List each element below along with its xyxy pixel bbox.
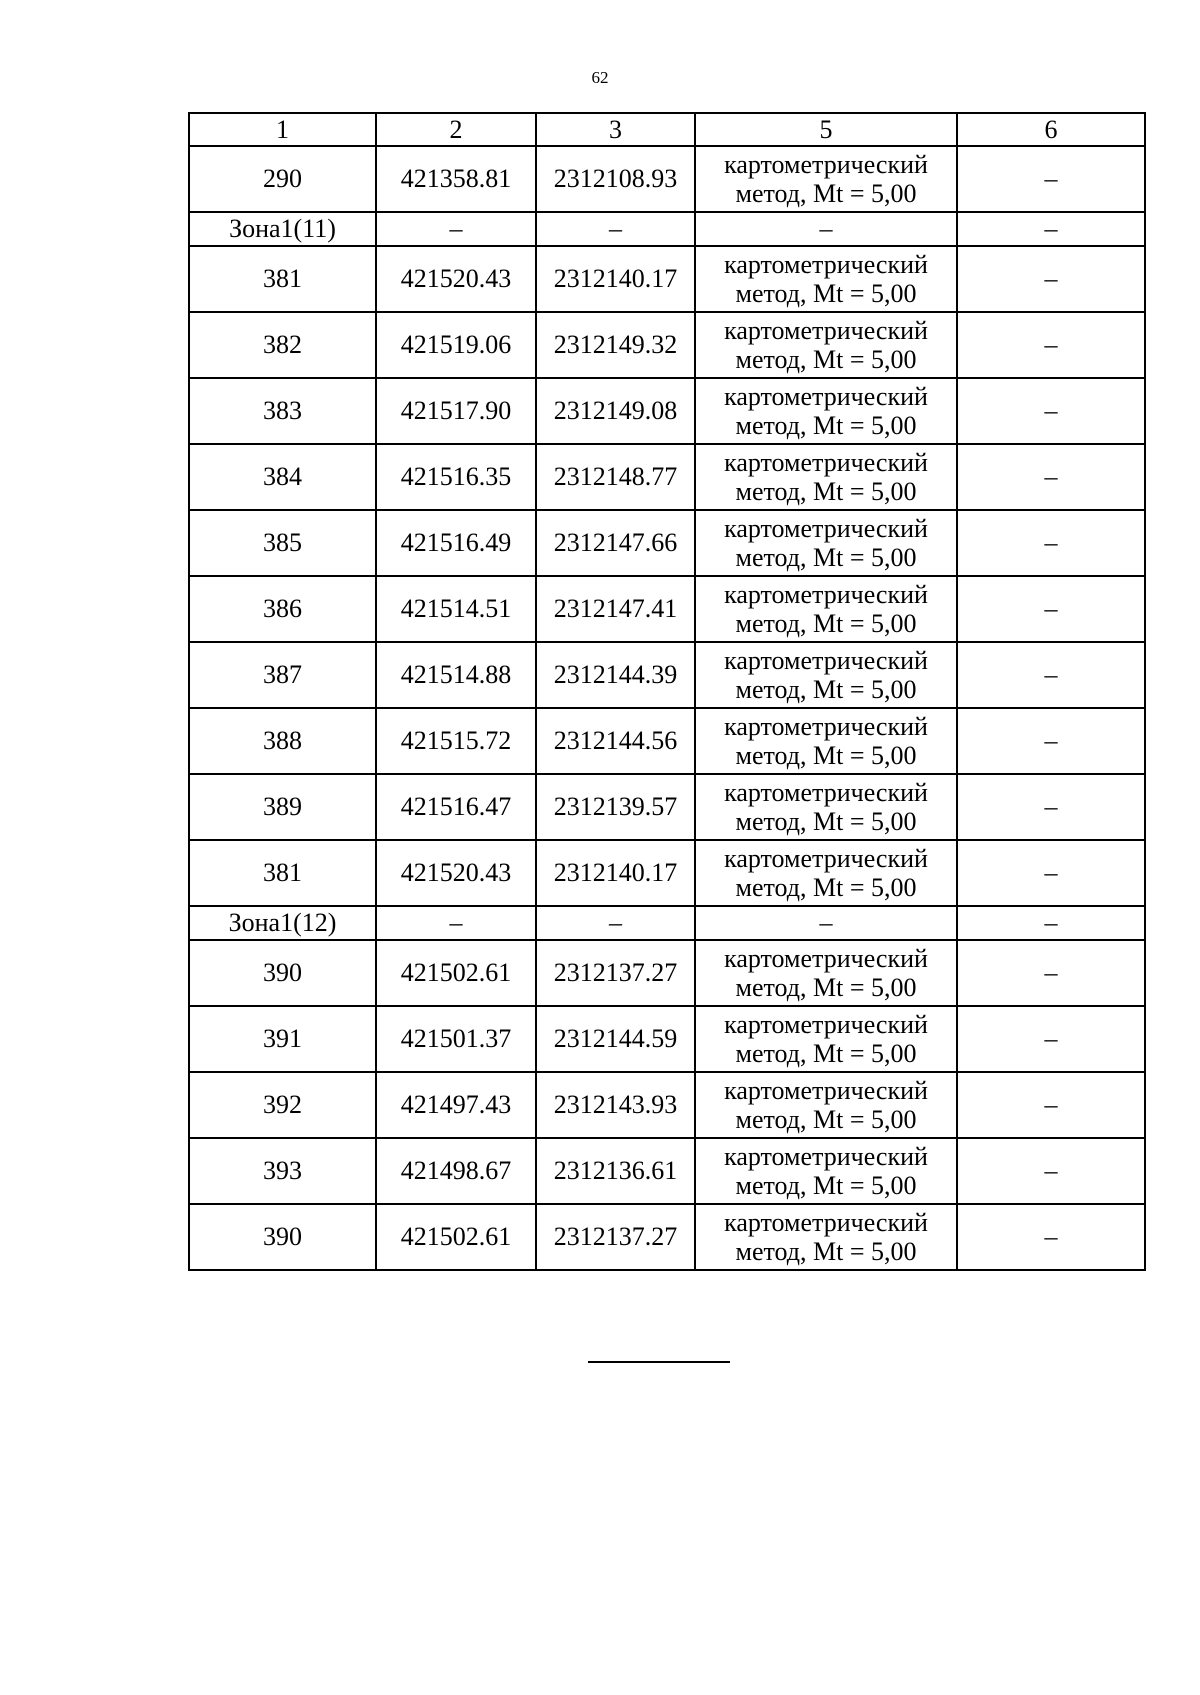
x-coordinate-cell: 421515.72 xyxy=(376,708,536,774)
x-coordinate-cell: 421501.37 xyxy=(376,1006,536,1072)
method-cell: картометрический метод, Mt = 5,00 xyxy=(695,774,957,840)
point-cell: 387 xyxy=(189,642,376,708)
point-cell: 389 xyxy=(189,774,376,840)
table-row xyxy=(189,312,1145,378)
column-header-6: 6 xyxy=(957,113,1145,146)
x-coordinate-cell: 421520.43 xyxy=(376,840,536,906)
x-coordinate-cell: 421498.67 xyxy=(376,1138,536,1204)
footer-divider xyxy=(588,1361,730,1363)
table-row xyxy=(189,378,1145,444)
y-coordinate-cell: 2312137.27 xyxy=(536,940,695,1006)
x-coordinate-cell: 421514.51 xyxy=(376,576,536,642)
table-row xyxy=(189,940,1145,1006)
method-cell: картометрический метод, Mt = 5,00 xyxy=(695,642,957,708)
note-cell: – xyxy=(957,510,1145,576)
method-cell: картометрический метод, Mt = 5,00 xyxy=(695,1204,957,1270)
method-cell: картометрический метод, Mt = 5,00 xyxy=(695,510,957,576)
note-cell: – xyxy=(957,312,1145,378)
x-coordinate-cell: – xyxy=(376,212,536,246)
y-coordinate-cell: 2312108.93 xyxy=(536,146,695,212)
y-coordinate-cell: 2312147.41 xyxy=(536,576,695,642)
note-cell: – xyxy=(957,642,1145,708)
y-coordinate-cell: 2312144.39 xyxy=(536,642,695,708)
table-row xyxy=(189,774,1145,840)
method-cell: картометрический метод, Mt = 5,00 xyxy=(695,1072,957,1138)
point-cell: 390 xyxy=(189,1204,376,1270)
column-header-2: 2 xyxy=(376,113,536,146)
method-cell: картометрический метод, Mt = 5,00 xyxy=(695,1138,957,1204)
point-cell: 393 xyxy=(189,1138,376,1204)
note-cell: – xyxy=(957,906,1145,940)
y-coordinate-cell: 2312143.93 xyxy=(536,1072,695,1138)
point-cell: 392 xyxy=(189,1072,376,1138)
note-cell: – xyxy=(957,1138,1145,1204)
y-coordinate-cell: 2312136.61 xyxy=(536,1138,695,1204)
table-row xyxy=(189,510,1145,576)
note-cell: – xyxy=(957,708,1145,774)
method-cell: картометрический метод, Mt = 5,00 xyxy=(695,1006,957,1072)
table-row xyxy=(189,576,1145,642)
y-coordinate-cell: 2312149.08 xyxy=(536,378,695,444)
note-cell: – xyxy=(957,444,1145,510)
point-cell: 290 xyxy=(189,146,376,212)
table-row xyxy=(189,146,1145,212)
x-coordinate-cell: 421519.06 xyxy=(376,312,536,378)
column-header-5: 5 xyxy=(695,113,957,146)
column-header-3: 3 xyxy=(536,113,695,146)
x-coordinate-cell: 421497.43 xyxy=(376,1072,536,1138)
table-row xyxy=(189,246,1145,312)
zone-row xyxy=(189,212,1145,246)
x-coordinate-cell: – xyxy=(376,906,536,940)
y-coordinate-cell: – xyxy=(536,212,695,246)
y-coordinate-cell: – xyxy=(536,906,695,940)
y-coordinate-cell: 2312140.17 xyxy=(536,246,695,312)
y-coordinate-cell: 2312148.77 xyxy=(536,444,695,510)
y-coordinate-cell: 2312139.57 xyxy=(536,774,695,840)
method-cell: картометрический метод, Mt = 5,00 xyxy=(695,312,957,378)
point-cell: Зона1(11) xyxy=(189,212,376,246)
column-header-1: 1 xyxy=(189,113,376,146)
note-cell: – xyxy=(957,940,1145,1006)
zone-row xyxy=(189,906,1145,940)
x-coordinate-cell: 421502.61 xyxy=(376,940,536,1006)
table-row xyxy=(189,840,1145,906)
x-coordinate-cell: 421502.61 xyxy=(376,1204,536,1270)
method-cell: картометрический метод, Mt = 5,00 xyxy=(695,940,957,1006)
table-row xyxy=(189,642,1145,708)
table-row xyxy=(189,1072,1145,1138)
note-cell: – xyxy=(957,774,1145,840)
method-cell: картометрический метод, Mt = 5,00 xyxy=(695,840,957,906)
x-coordinate-cell: 421358.81 xyxy=(376,146,536,212)
method-cell: картометрический метод, Mt = 5,00 xyxy=(695,576,957,642)
y-coordinate-cell: 2312144.59 xyxy=(536,1006,695,1072)
point-cell: 388 xyxy=(189,708,376,774)
note-cell: – xyxy=(957,378,1145,444)
x-coordinate-cell: 421517.90 xyxy=(376,378,536,444)
table-body xyxy=(189,113,1145,1270)
note-cell: – xyxy=(957,212,1145,246)
note-cell: – xyxy=(957,840,1145,906)
method-cell: картометрический метод, Mt = 5,00 xyxy=(695,146,957,212)
point-cell: 381 xyxy=(189,246,376,312)
method-cell: картометрический метод, Mt = 5,00 xyxy=(695,708,957,774)
point-cell: 382 xyxy=(189,312,376,378)
method-cell: картометрический метод, Mt = 5,00 xyxy=(695,246,957,312)
x-coordinate-cell: 421516.35 xyxy=(376,444,536,510)
note-cell: – xyxy=(957,146,1145,212)
y-coordinate-cell: 2312140.17 xyxy=(536,840,695,906)
table-row xyxy=(189,1138,1145,1204)
x-coordinate-cell: 421520.43 xyxy=(376,246,536,312)
x-coordinate-cell: 421516.47 xyxy=(376,774,536,840)
note-cell: – xyxy=(957,246,1145,312)
point-cell: 390 xyxy=(189,940,376,1006)
note-cell: – xyxy=(957,1072,1145,1138)
coordinates-table xyxy=(188,112,1146,1271)
point-cell: 384 xyxy=(189,444,376,510)
y-coordinate-cell: 2312137.27 xyxy=(536,1204,695,1270)
point-cell: 386 xyxy=(189,576,376,642)
y-coordinate-cell: 2312149.32 xyxy=(536,312,695,378)
page-number: 62 xyxy=(591,68,609,87)
point-cell: Зона1(12) xyxy=(189,906,376,940)
x-coordinate-cell: 421514.88 xyxy=(376,642,536,708)
method-cell: – xyxy=(695,906,957,940)
method-cell: картометрический метод, Mt = 5,00 xyxy=(695,378,957,444)
point-cell: 391 xyxy=(189,1006,376,1072)
method-cell: – xyxy=(695,212,957,246)
y-coordinate-cell: 2312144.56 xyxy=(536,708,695,774)
table-header-row xyxy=(189,113,1145,146)
table-row xyxy=(189,1204,1145,1270)
table-row xyxy=(189,444,1145,510)
point-cell: 381 xyxy=(189,840,376,906)
table-row xyxy=(189,708,1145,774)
table-row xyxy=(189,1006,1145,1072)
note-cell: – xyxy=(957,1006,1145,1072)
method-cell: картометрический метод, Mt = 5,00 xyxy=(695,444,957,510)
x-coordinate-cell: 421516.49 xyxy=(376,510,536,576)
y-coordinate-cell: 2312147.66 xyxy=(536,510,695,576)
point-cell: 385 xyxy=(189,510,376,576)
note-cell: – xyxy=(957,1204,1145,1270)
point-cell: 383 xyxy=(189,378,376,444)
note-cell: – xyxy=(957,576,1145,642)
